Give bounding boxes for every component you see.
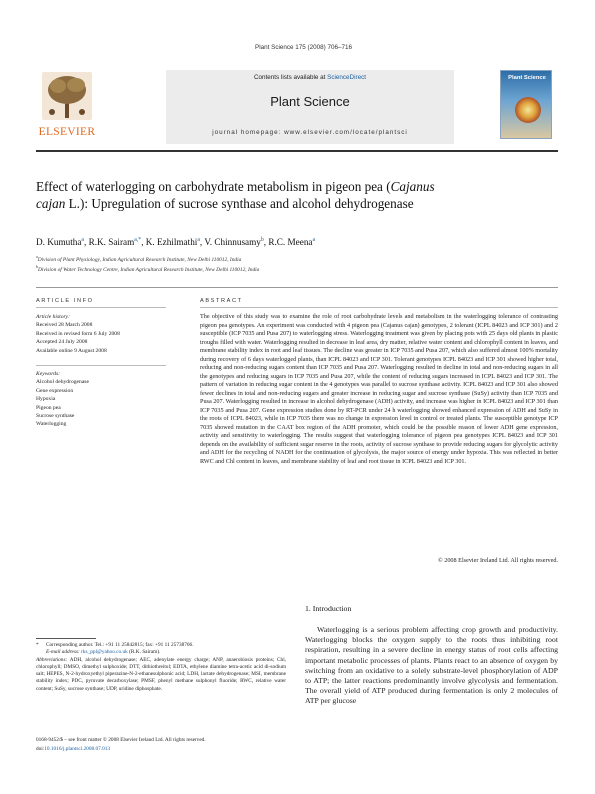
affiliation-marker: b	[36, 264, 38, 269]
keyword: Pigeon pea	[36, 404, 61, 411]
doi-line	[36, 746, 110, 752]
footnotes	[36, 642, 286, 693]
affiliation-marker: a	[36, 254, 38, 259]
history-heading: Article history:	[36, 314, 71, 320]
title-part-2: L.): Upregulation of sucrose synthase and alcohol dehydrogenase	[65, 196, 414, 211]
author-affiliation-marker[interactable]: a,*	[134, 237, 142, 243]
keywords	[36, 370, 166, 429]
email-link[interactable]: rks_ppl@yahoo.co.uk	[81, 649, 128, 656]
author-name: R.K. Sairam	[88, 237, 135, 248]
author-name: K. Ezhilmathi	[145, 237, 198, 248]
email-note	[36, 649, 286, 656]
journal-title: Plant Science	[270, 94, 350, 109]
author-separator: ,	[141, 237, 146, 248]
author-list	[36, 237, 315, 247]
author-separator: ,	[199, 237, 205, 248]
corresponding-text: Corresponding author. Tel.: +91 11 25842815; fax: +91 11 25738766.	[46, 642, 194, 648]
keyword: Alcohol dehydrogenase	[36, 379, 89, 386]
history-line: Accepted 24 July 2008	[36, 339, 88, 346]
affiliation-text: Division of Water Technology Centre, Indian Agricultural Research Institute, New Delhi 110012, India	[38, 266, 260, 273]
journal-reference: Plant Science 175 (2008) 706–716	[255, 44, 352, 51]
journal-homepage[interactable]: journal homepage: www.elsevier.com/locate/plantsci	[212, 129, 408, 136]
sciencedirect-link[interactable]: ScienceDirect	[327, 74, 366, 81]
author-affiliation-marker[interactable]: a	[81, 237, 84, 243]
author-affiliation-marker[interactable]: b	[260, 237, 264, 243]
history-line: Available online 9 August 2008	[36, 347, 107, 354]
journal-title-box	[166, 70, 454, 144]
journal-cover-image	[500, 70, 552, 139]
abbreviations-text: ADH, alcohol dehydrogenase; AEC, adenylate energy charge; ANP, anaerobiosis proteins; Chl, chlorophyll; DMSO, dimethyl sulphoxide; DTT, dithiothreitol; EDTA, ethylene diamine tetra-acetic acid di-sodium salt; HEPES, N-2-hydroxyethyl piperazine-N-2-ethanesulphonic acid; LDH, lactate dehydrogenase; MSI, membrane stability index; PDC, pyruvate decarboxylase; PMSF, phenyl methane sulphonyl fluoride; RWC, relative water content; SuSy, sucrose synthase; UDP, uridine diphosphate.	[36, 656, 286, 692]
header-divider	[36, 150, 558, 152]
abstract-label: ABSTRACT	[200, 298, 243, 304]
elsevier-logo	[36, 70, 98, 138]
keyword: Gene expression	[36, 387, 74, 394]
keywords-heading: Keywords:	[36, 371, 61, 377]
article-info-label: ARTICLE INFO	[36, 298, 94, 304]
article-info-divider	[36, 307, 166, 308]
publisher-name: ELSEVIER	[38, 126, 96, 138]
abbreviations-heading: Abbreviations:	[36, 656, 68, 663]
author-separator: ,	[84, 237, 89, 248]
email-suffix: (R.K. Sairam).	[127, 649, 161, 656]
footnote-divider	[36, 638, 96, 639]
abstract-text: The objective of this study was to examine the role of root carbohydrate levels and metabolism in the waterlogging tolerance of contrasting pigeon pea genotypes. An experiment was conducted with 4 pigeon pea (Cajanus cajan) genotypes, 2 tolerant (ICPL 84023 and ICP 301) and 2 susceptible (ICP 7035 and Pusa 207) to waterlogging stress. Waterlogging treatment was given by placing pots with 25 days old plants in plastic troughs filled with water. Waterlogging resulted in decrease in leaf area, dry matter, relative water content and chlorophyll content in leaves, and membrane stability index in root and leaf tissues. The decline was greater in ICP 7035 and Pusa 207, which also suffered almost 100% mortality during recovery of 6 days waterlogged plants, than ICPL 84023 and ICP 301. Tolerant genotypes ICPL 84023 and ICP 301 showed higher total, reducing and non-reducing sugars content than ICP 7035 and Pusa 207. Waterlogging resulted in decline in total and non-reducing sugars in all the genotypes and reducing sugars in ICP 7035 and Pusa 207, while the content of reducing sugars increased in ICPL 84023 and ICP 301. The pattern of variation in reducing sugar content in the 4 genotypes was parallel to sucrose synthase activity. ICPL 84023 and ICP 301 also showed fewer declines in total and non-reducing sugars and greater increase in reducing sugar and sucrose synthase (SuSy) activity than ICP 7035 and Pusa 207. Waterlogging resulted in increase in alcohol dehydrogenase (ADH) activity, and increase was higher in ICPL 84023 and ICP 301 than ICP 7035 and Pusa 207. Gene expression studies done by RT-PCR under 24 h waterlogging showed enhanced expression of ADH and SuSy in the roots of ICPL 84023, while in ICP 7035 there was no change in expression level in control or treated plants. The susceptible genotype ICP 7035 showed mutation in the CAAT box region of the ADH promoter, which could be the possible reason of lower ADH gene expression, activity and sensitivity to waterlogging. The results suggest that waterlogging tolerance of pigeon pea genotypes ICPL 84023 and ICP 301 depends on the availability of sufficient sugar reserve in the roots, activity of sucrose synthase to provide reducing sugars for glycolytic activity and ADH for the recycling of NADH for the continuation of glycolysis, the major source of energy under hypoxia. This was reflected in better RWC and Chl content in leaves, and membrane stability of leaf and root tissue in ICPL 84023 and ICP 301.	[200, 313, 558, 465]
elsevier-tree-icon	[42, 72, 92, 120]
cover-title: Plant Science	[508, 75, 546, 81]
abbreviations-note	[36, 657, 286, 693]
abstract-divider	[200, 307, 558, 308]
history-line: Received in revised form 6 July 2008	[36, 330, 120, 337]
keywords-divider	[36, 365, 166, 366]
contents-prefix: Contents lists available at	[253, 74, 328, 81]
author-name: R.C. Meena	[268, 237, 313, 248]
author-name: D. Kumutha	[36, 237, 82, 248]
author-affiliation-marker[interactable]: a	[312, 237, 316, 243]
introduction-heading: 1. Introduction	[305, 604, 352, 613]
title-species: Cajanus cajan	[36, 179, 435, 211]
keyword: Sucrose synthase	[36, 413, 75, 420]
author-affiliation-marker[interactable]: a	[197, 237, 200, 243]
history-line: Received 28 March 2008	[36, 322, 93, 329]
doi-link[interactable]: 10.1016/j.plantsci.2008.07.013	[44, 746, 111, 752]
affiliation-text: Division of Plant Physiology, Indian Agricultural Research Institute, New Delhi 110012, India	[37, 256, 242, 263]
issn-line: 0168-9452/$ – see front matter © 2008 Elsevier Ireland Ltd. All rights reserved.	[36, 737, 206, 743]
journal-header	[36, 70, 558, 144]
article-title	[36, 178, 456, 212]
section-divider	[36, 287, 558, 288]
asterisk-marker: *	[36, 642, 39, 648]
title-part-1: Effect of waterlogging on carbohydrate metabolism in pigeon pea (	[36, 179, 391, 194]
abstract-copyright: © 2008 Elsevier Ireland Ltd. All rights reserved.	[438, 557, 558, 564]
email-prefix: E-mail address:	[46, 649, 82, 656]
keyword: Waterlogging	[36, 421, 67, 428]
author-separator: ,	[263, 237, 269, 248]
author-name: V. Chinnusamy	[204, 237, 261, 248]
affiliation-a	[36, 254, 241, 263]
keyword: Hypoxia	[36, 396, 56, 403]
affiliation-b	[36, 264, 259, 273]
article-history	[36, 313, 166, 355]
contents-line	[166, 74, 454, 81]
doi-prefix: doi:	[36, 746, 45, 752]
cover-flower-icon	[515, 97, 541, 123]
introduction-text: Waterlogging is a serious problem affecting crop growth and productivity. Waterlogging blocks the oxygen supply to the roots thus inhibiting root respiration, resulting in a severe decline in energy status of root cells affecting important metabolic processes of plants. Plants react to an absence of oxygen by switching from an oxidative to a solely substrate-level phosphorylation of ADP to ATP; the latter reactions predominantly involve glycolysis and fermentation. The overall yield of ATP produced during fermentation is only 2 molecules of ATP per glucose	[305, 625, 558, 706]
